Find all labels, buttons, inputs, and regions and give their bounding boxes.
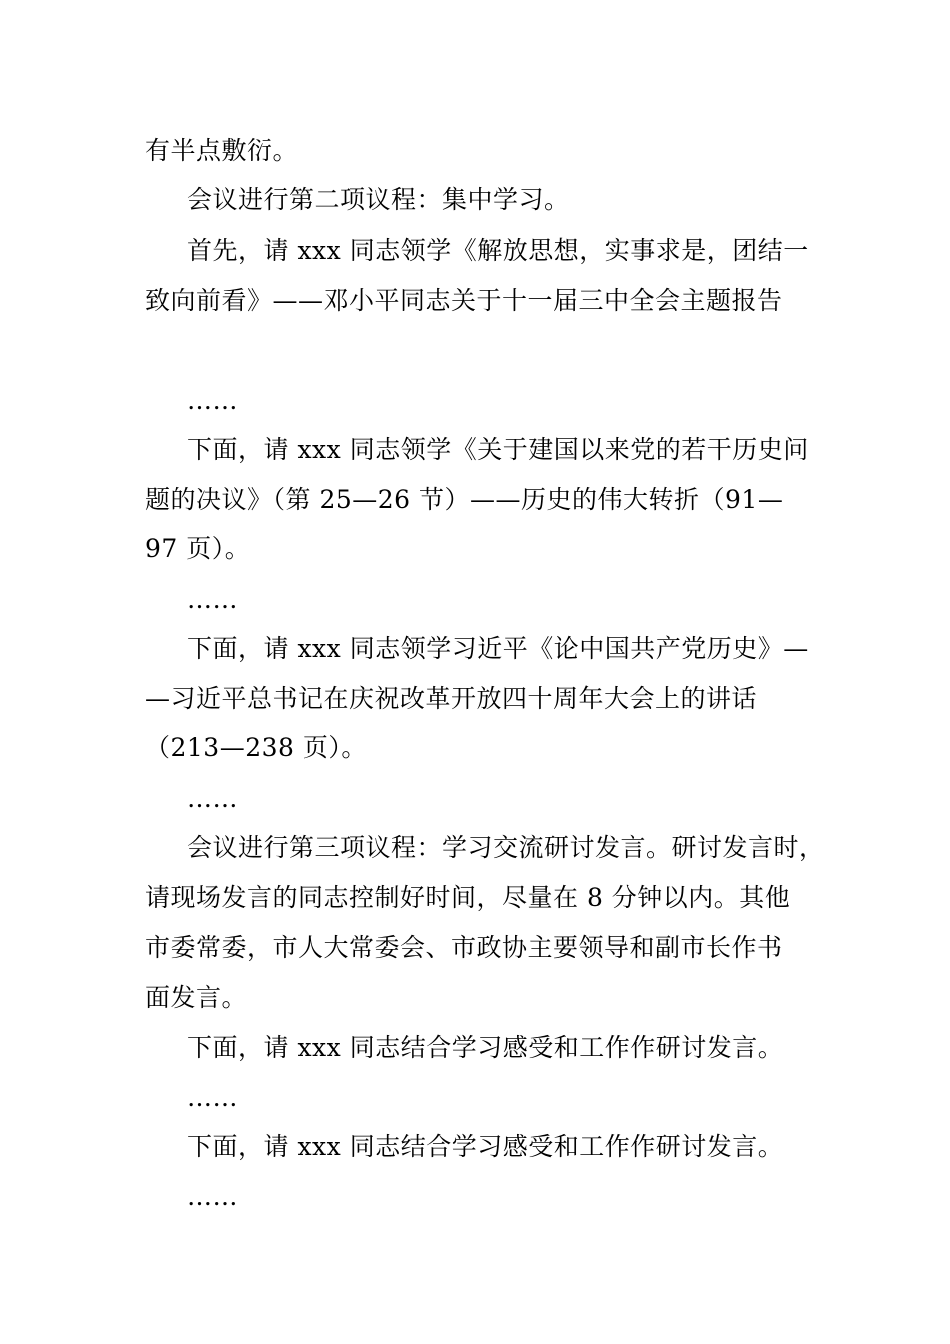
ellipsis-line: ……: [187, 585, 238, 614]
ellipsis-line: ……: [187, 784, 238, 813]
text-line: 下面，请 xxx 同志领学习近平《论中国共产党历史》—: [187, 634, 809, 663]
ellipsis-line: ……: [187, 1182, 238, 1211]
text-line: 下面，请 xxx 同志领学《关于建国以来党的若干历史问: [187, 435, 809, 464]
text-line: 97 页）。: [145, 534, 251, 563]
text-line: —习近平总书记在庆祝改革开放四十周年大会上的讲话: [145, 684, 758, 713]
text-line: 有半点敷衍。: [145, 136, 299, 165]
text-line: 市委常委，市人大常委会、市政协主要领导和副市长作书: [145, 933, 783, 962]
text-line: 下面，请 xxx 同志结合学习感受和工作作研讨发言。: [187, 1033, 784, 1062]
agenda-item-two: 会议进行第二项议程：集中学习。: [187, 185, 570, 214]
ellipsis-line: ……: [187, 386, 238, 415]
text-line: （213—238 页）。: [145, 733, 367, 762]
ellipsis-line: ……: [187, 1083, 238, 1112]
text-line: 请现场发言的同志控制好时间，尽量在 8 分钟以内。其他: [145, 883, 791, 912]
agenda-item-three: 会议进行第三项议程：学习交流研讨发言。研讨发言时，: [187, 833, 825, 862]
text-line: 致向前看》——邓小平同志关于十一届三中全会主题报告: [145, 286, 783, 315]
text-line: 下面，请 xxx 同志结合学习感受和工作作研讨发言。: [187, 1132, 784, 1161]
text-line: 首先，请 xxx 同志领学《解放思想，实事求是，团结一: [187, 236, 809, 265]
text-line: 题的决议》（第 25—26 节）——历史的伟大转折（91—: [145, 485, 784, 514]
text-line: 面发言。: [145, 983, 248, 1012]
